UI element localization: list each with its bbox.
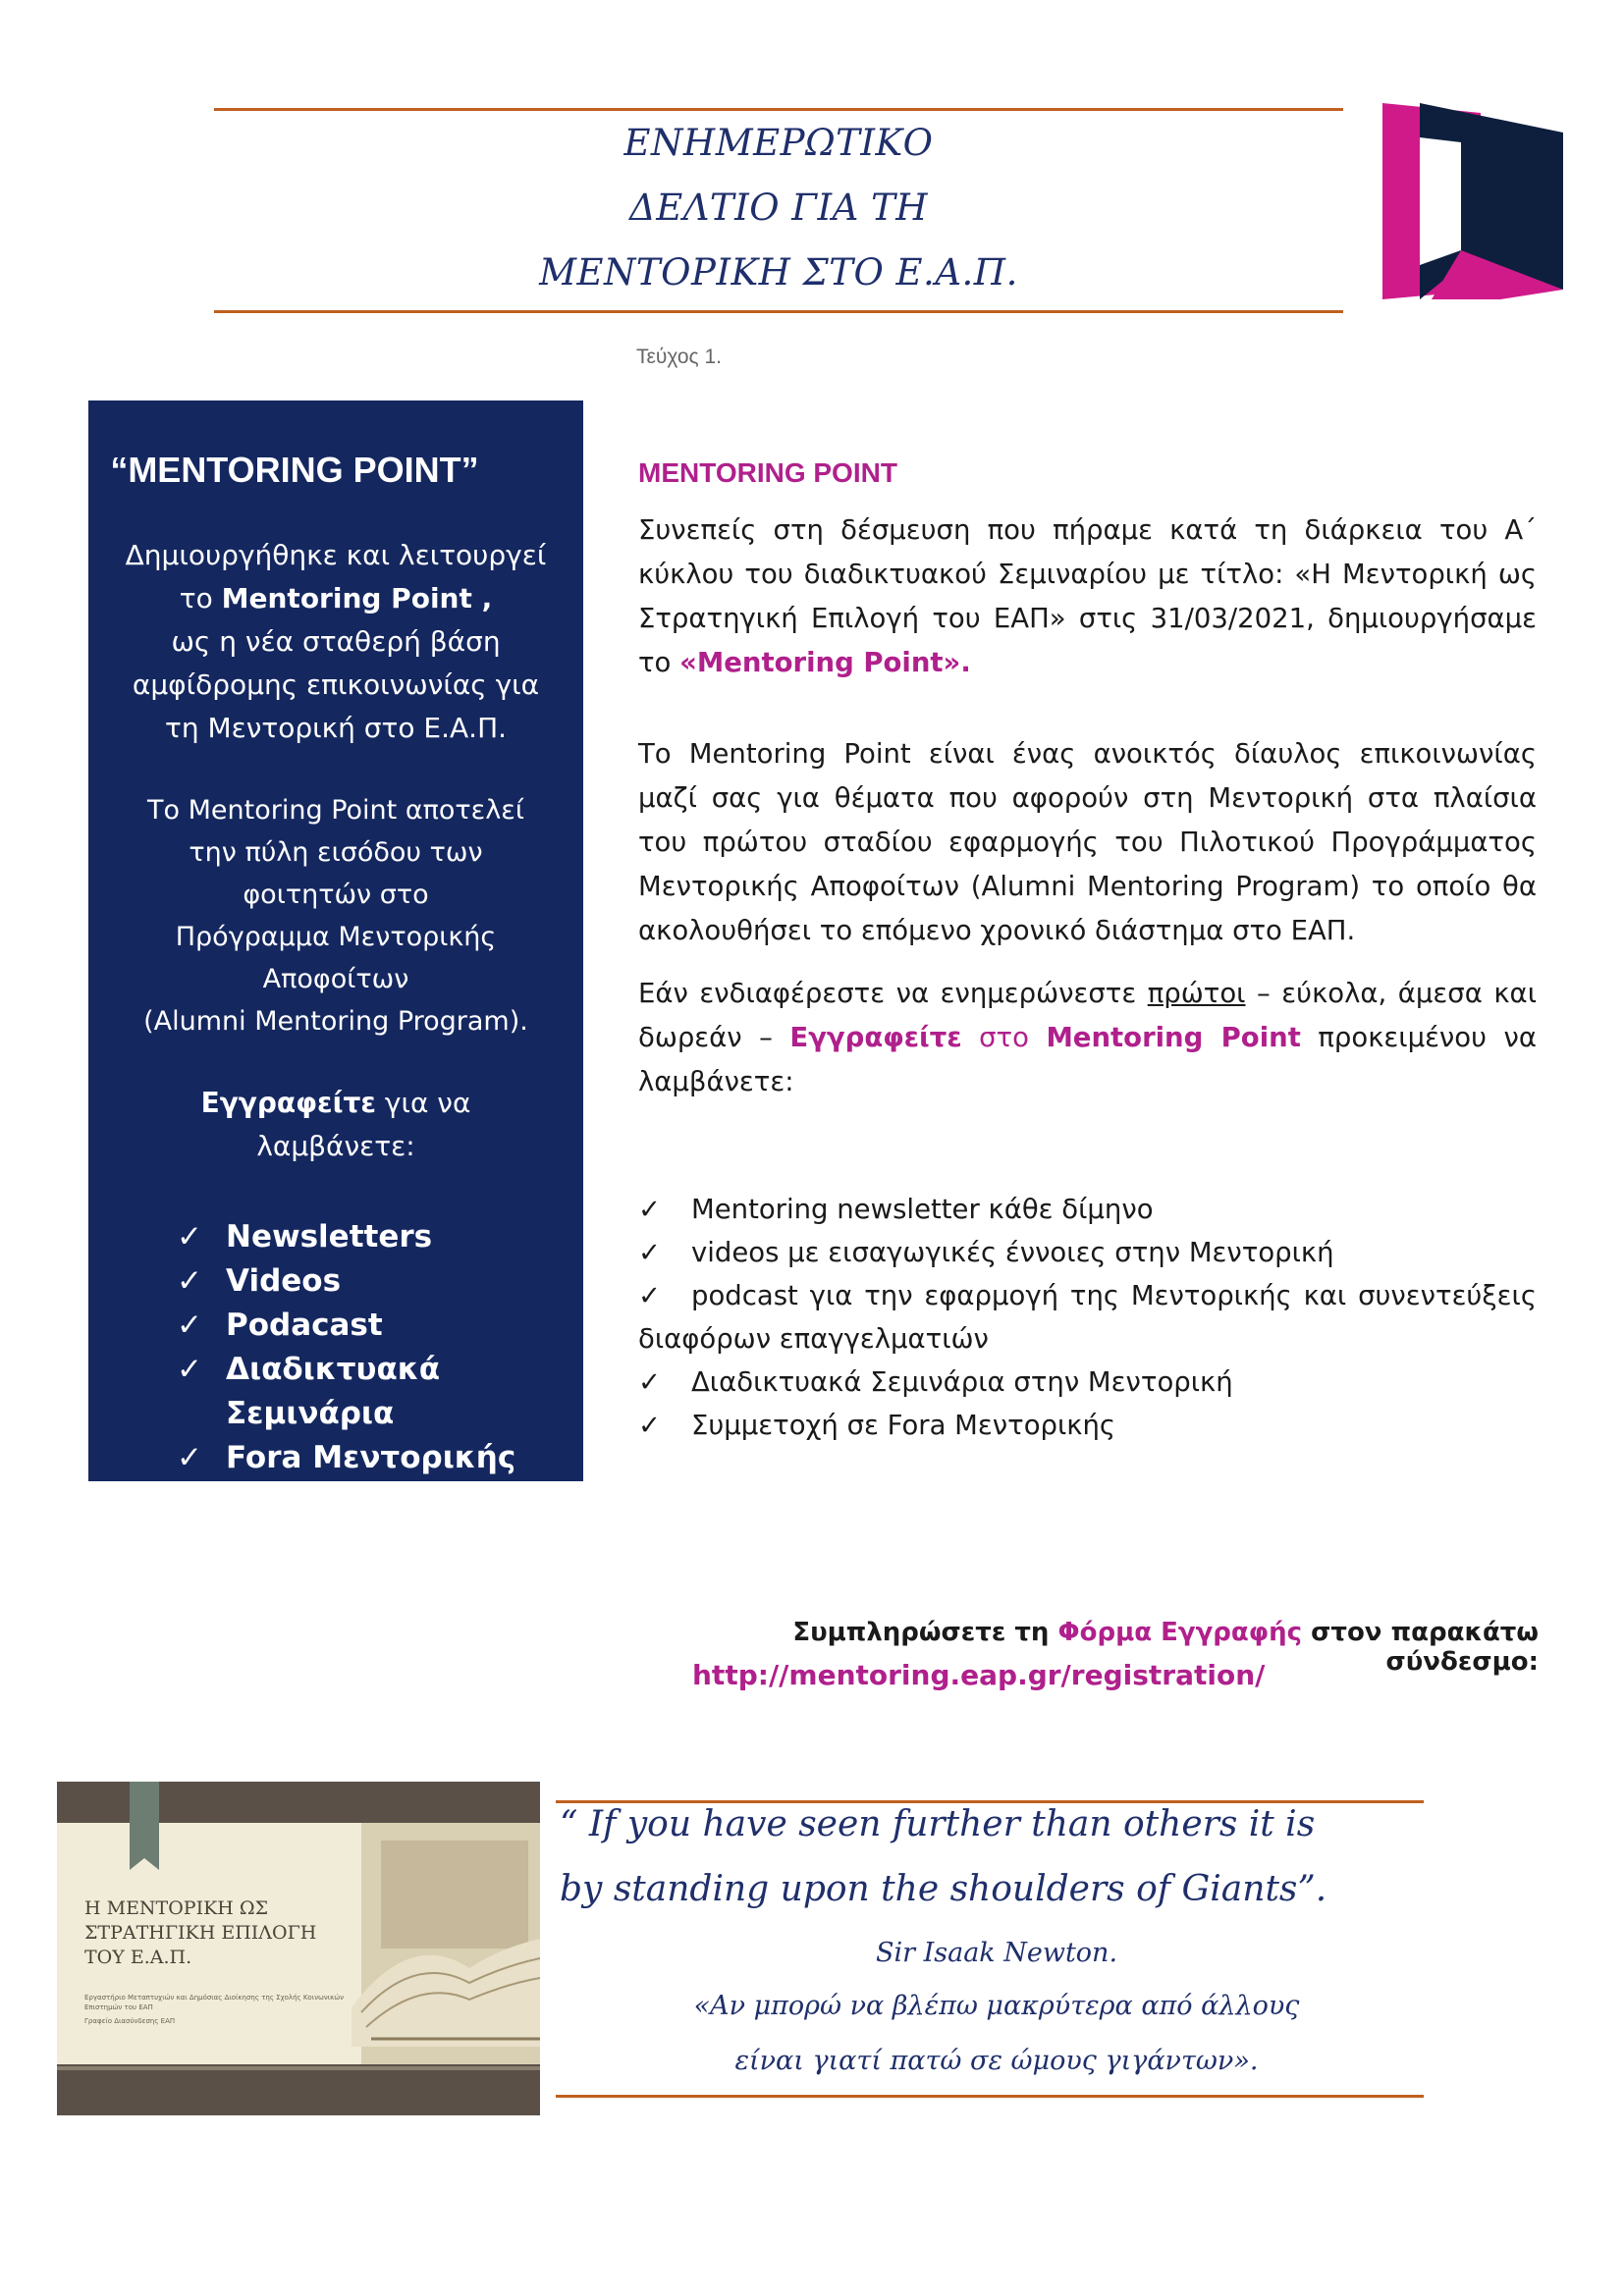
quote-author: Sir Isaak Newton. [875,1938,1118,1968]
main-paragraph-1: Συνεπείς στη δέσμευση που πήραμε κατά τη διάρκεια του Α΄ κύκλου του διαδικτυακού Σεμιναρίου με τίτλο: «Η Μεντορική ως Στρατηγική Επιλογή του ΕΑΠ» στις 31/03/2021, δημιουργήσαμε το «Mentoring Point». [638,514,1537,678]
sidebar-p2-line6: (Alumni Mentoring Program). [143,1006,528,1037]
sidebar-p2-line1: Το Mentoring Point αποτελεί [147,795,524,826]
benefit-item: ✓ Συμμετοχή σε Fora Μεντορικής [638,1404,1537,1447]
main-paragraph-3: Εάν ενδιαφέρεστε να ενημερώνεστε πρώτοι – εύκολα, άμεσα και δωρεάν – Εγγραφείτε στο Mentoring Point προκειμένου να λαμβάνετε: [638,978,1538,1097]
registration-link[interactable]: http://mentoring.eap.gr/registration/ [692,1659,1266,1691]
check-icon: ✓ [638,1366,662,1398]
title-line-2: ΔΕΛΤΙΟ ΓΙΑ ΤΗ [628,187,929,229]
sidebar-p1-line1: Δημιουργήθηκε και λειτουργεί [125,539,547,571]
sidebar-list-item: ✓ Fora Μεντορικής [177,1436,515,1480]
sidebar-p2-line3: φοιτητών στο [243,880,429,910]
main-paragraph-2: Το Mentoring Point είναι ένας ανοικτός δίαυλος επικοινωνίας μαζί σας για θέματα που αφορούν στη Μεντορική στα πλαίσια του πρώτου σταδίου εφαρμογής του Πιλοτικού Προγράμματος Μεντορικής Αποφοίτων (Alumni Mentoring Program) το οποίο θα ακολουθήσει το επόμενο χρονικό διάστημα στο ΕΑΠ. [638,738,1537,946]
sidebar-p1-line2: το Mentoring Point , [179,582,493,614]
sidebar-p1-line3: ως η νέα σταθερή βάση [171,625,501,658]
benefit-item: ✓ podcast για την εφαρμογή της Μεντορικής και συνεντεύξεις διαφόρων επαγγελματιών [638,1274,1537,1361]
quote-greek-line-1: «Αν μπορώ να βλέπω μακρύτερα από άλλους [693,1991,1300,2021]
sidebar-p3-line2: λαμβάνετε: [256,1130,415,1162]
sidebar-p1-line4: αμφίδρομης επικοινωνίας για [132,668,540,701]
check-icon: ✓ [638,1280,662,1311]
sidebar-p3-line1: Εγγραφείτε για να [200,1087,471,1119]
check-icon: ✓ [638,1194,662,1225]
sidebar-p2-line5: Αποφοίτων [262,964,409,994]
quote-line-1: “ If you have seen further than others it is [560,1804,1316,1844]
sidebar-list-item-continued: Σεμινάρια [226,1396,395,1431]
quote-line-2: by standing upon the shoulders of Giants”. [560,1869,1327,1909]
registration-instruction: Συμπληρώσετε τη Φόρμα Εγγραφής στον παρακάτω σύνδεσμο: [792,1618,1539,1677]
sidebar-p2-line4: Πρόγραμμα Μεντορικής [175,922,497,952]
quote-bottom-rule [556,2095,1424,2098]
sidebar-list-item: ✓ Videos [177,1259,515,1304]
sidebar-panel [88,400,583,1481]
header-top-rule [214,108,1343,111]
check-icon: ✓ [638,1237,662,1268]
benefit-item: ✓ Διαδικτυακά Σεμινάρια στην Μεντορική [638,1361,1537,1404]
benefit-item: ✓ videos με εισαγωγικές έννοιες στην Μεντορική [638,1231,1537,1274]
book-title-line-3: ΤΟΥ Ε.Α.Π. [84,1947,192,1968]
sidebar-list [177,1215,515,1480]
book-subtitle-line-3: Γραφείο Διασύνδεσης ΕΑΠ [84,2017,176,2025]
sidebar-p2-line2: την πύλη εισόδου των [189,837,483,868]
check-icon: ✓ [638,1410,662,1441]
book-subtitle-line-2: Επιστημών του ΕΑΠ [84,2003,153,2011]
title-line-3: ΜΕΝΤΟΡΙΚΗ ΣΤΟ Ε.Α.Π. [539,251,1018,294]
eap-logo [1382,103,1563,307]
check-icon: ✓ [177,1440,202,1475]
header-bottom-rule [214,310,1343,313]
book-title-line-2: ΣΤΡΑΤΗΓΙΚΗ ΕΠΙΛΟΓΗ [84,1922,317,1944]
book-cover-image [57,1782,540,2115]
title-line-1: ΕΝΗΜΕΡΩΤΙΚΟ [623,122,934,164]
benefit-item: ✓ Mentoring newsletter κάθε δίμηνο [638,1188,1537,1231]
check-icon: ✓ [177,1352,202,1387]
quote-top-rule [556,1800,1424,1803]
check-icon: ✓ [177,1263,202,1299]
sidebar-paragraph-2 [88,789,583,1042]
issue-number: Τεύχος 1. [636,346,722,368]
sidebar-list-item: ✓ Podacast [177,1304,515,1348]
sidebar-list-item: ✓ Newsletters [177,1215,515,1259]
check-icon: ✓ [177,1308,202,1343]
quote-greek-line-2: είναι γιατί πατώ σε ώμους γιγάντων». [734,2046,1259,2076]
sidebar-p1-line5: τη Μεντορική στο Ε.Α.Π. [164,712,508,744]
mentoring-point-bold: Mentoring Point , [221,582,493,614]
benefits-list [638,1188,1537,1447]
main-heading: MENTORING POINT [638,457,897,488]
sidebar-list-item: ✓ Διαδικτυακά [177,1348,515,1392]
sidebar-paragraph-3 [88,1082,583,1168]
book-title-line-1: Η ΜΕΝΤΟΡΙΚΗ ΩΣ [84,1897,269,1919]
book-subtitle-line-1: Εργαστήριο Μεταπτυχιών και Δημόσιας Διοίκησης της Σχολής Κοινωνικών [84,1994,345,2002]
sidebar-title: “MENTORING POINT” [110,450,479,490]
mentoring-point-link-text: «Mentoring Point». [679,647,971,678]
check-icon: ✓ [177,1219,202,1255]
sidebar-paragraph-1 [88,534,583,750]
